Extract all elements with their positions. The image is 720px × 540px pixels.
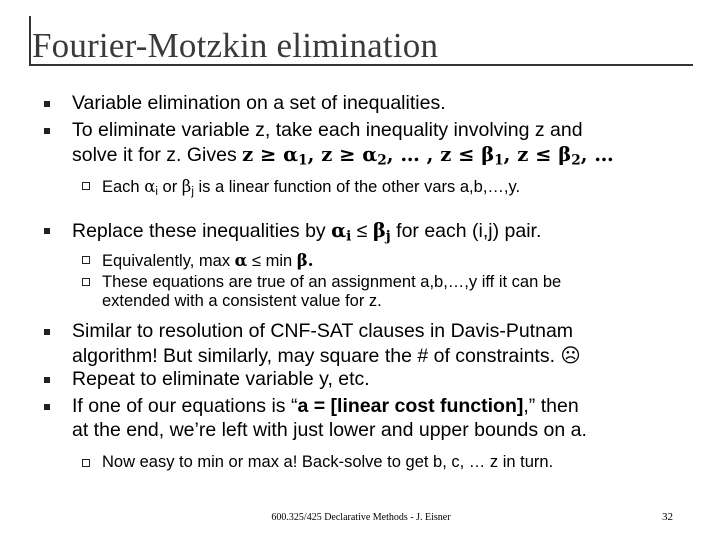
- math-var: β: [558, 143, 572, 166]
- math-var: z: [242, 143, 254, 166]
- math-var: z: [517, 143, 529, 166]
- math-var: β: [481, 143, 495, 166]
- math-op: ≤: [528, 143, 559, 166]
- math-var: α: [283, 143, 299, 166]
- bullet-marker: [44, 404, 50, 410]
- math-op: ,: [307, 143, 322, 166]
- sub-bullet-marker: [82, 278, 90, 286]
- bullet-marker: [44, 228, 50, 234]
- math-sub: i: [346, 228, 352, 245]
- math-var: α: [144, 177, 156, 196]
- math-op: ,: [503, 143, 518, 166]
- bullet-1-text: Variable elimination on a set of inequalities.: [72, 92, 446, 114]
- math-var: β: [181, 177, 192, 196]
- text-run: Replace these inequalities by: [72, 220, 332, 242]
- math-op: ≤: [351, 220, 373, 242]
- bullet-4-line-2: [72, 344, 581, 368]
- math-sub: 1: [494, 152, 504, 169]
- sub-bullet-1-text: [102, 177, 520, 197]
- sub-bullet-marker: [82, 182, 90, 190]
- sub-bullet-marker: [82, 459, 90, 467]
- sub-bullet-3-line-2: extended with a consistent value for z.: [102, 292, 382, 310]
- bullet-2-line-2: [72, 143, 614, 167]
- math-op: , … ,: [386, 143, 441, 166]
- text-run: ≤ min: [247, 252, 297, 270]
- math-var: β: [296, 251, 308, 270]
- math-sub: j: [385, 228, 391, 245]
- text-run: If one of our equations is “: [72, 395, 298, 417]
- text-run: ,” then: [523, 395, 579, 417]
- bullet-6-line-2: at the end, we’re left with just lower and upper bounds on a.: [72, 419, 587, 441]
- math-op: , …: [580, 143, 614, 166]
- math-sub: 2: [377, 152, 387, 169]
- math-expression: [242, 143, 614, 169]
- bullet-marker: [44, 101, 50, 107]
- text-run: or: [157, 178, 182, 196]
- bullet-marker: [44, 128, 50, 134]
- math-var: z: [440, 143, 452, 166]
- sub-bullet-2-text: [102, 251, 314, 271]
- math-sub: 2: [571, 152, 581, 169]
- bullet-5-text: Repeat to eliminate variable y, etc.: [72, 368, 370, 390]
- text-run: solve it for z. Gives: [72, 144, 243, 166]
- page-number: 32: [662, 511, 673, 523]
- frown-icon: ☹: [560, 344, 581, 367]
- math-sub: j: [191, 185, 194, 198]
- bold-text: a = [linear cost function]: [297, 395, 524, 417]
- slide-footer: 600.325/425 Declarative Methods - J. Eisner: [271, 512, 451, 523]
- math-sub: 1: [298, 152, 308, 169]
- slide-title: Fourier-Motzkin elimination: [32, 26, 439, 65]
- text-run: Each: [102, 178, 145, 196]
- math-var: α: [234, 251, 248, 270]
- bullet-marker: [44, 377, 50, 383]
- title-rule-vertical: [29, 16, 31, 66]
- math-op: ≤: [451, 143, 482, 166]
- text-run: is a linear function of the other vars a,b,…,y.: [193, 178, 521, 196]
- text-run: for each (i,j) pair.: [390, 220, 542, 242]
- bullet-4-line-1: Similar to resolution of CNF-SAT clauses in Davis-Putnam: [72, 320, 574, 342]
- sub-bullet-3-line-1: These equations are true of an assignment a,b,…,y iff it can be: [102, 273, 562, 291]
- bullet-marker: [44, 329, 50, 335]
- bullet-6-line-1: [72, 395, 579, 418]
- sub-bullet-marker: [82, 256, 90, 264]
- math-var: β: [372, 219, 386, 242]
- math-op: ≥: [253, 143, 284, 166]
- text-run: .: [307, 251, 314, 270]
- math-var: z: [321, 143, 333, 166]
- math-var: α: [331, 219, 347, 242]
- sub-bullet-4-text: Now easy to min or max a! Back-solve to get b, c, … z in turn.: [102, 453, 554, 471]
- bullet-2-line-1: To eliminate variable z, take each inequality involving z and: [72, 119, 583, 141]
- text-run: algorithm! But similarly, may square the # of constraints.: [72, 345, 555, 367]
- math-var: α: [362, 143, 378, 166]
- math-op: ≥: [332, 143, 363, 166]
- bullet-3-text: [72, 219, 541, 243]
- math-sub: i: [155, 185, 158, 198]
- text-run: Equivalently, max: [102, 252, 235, 270]
